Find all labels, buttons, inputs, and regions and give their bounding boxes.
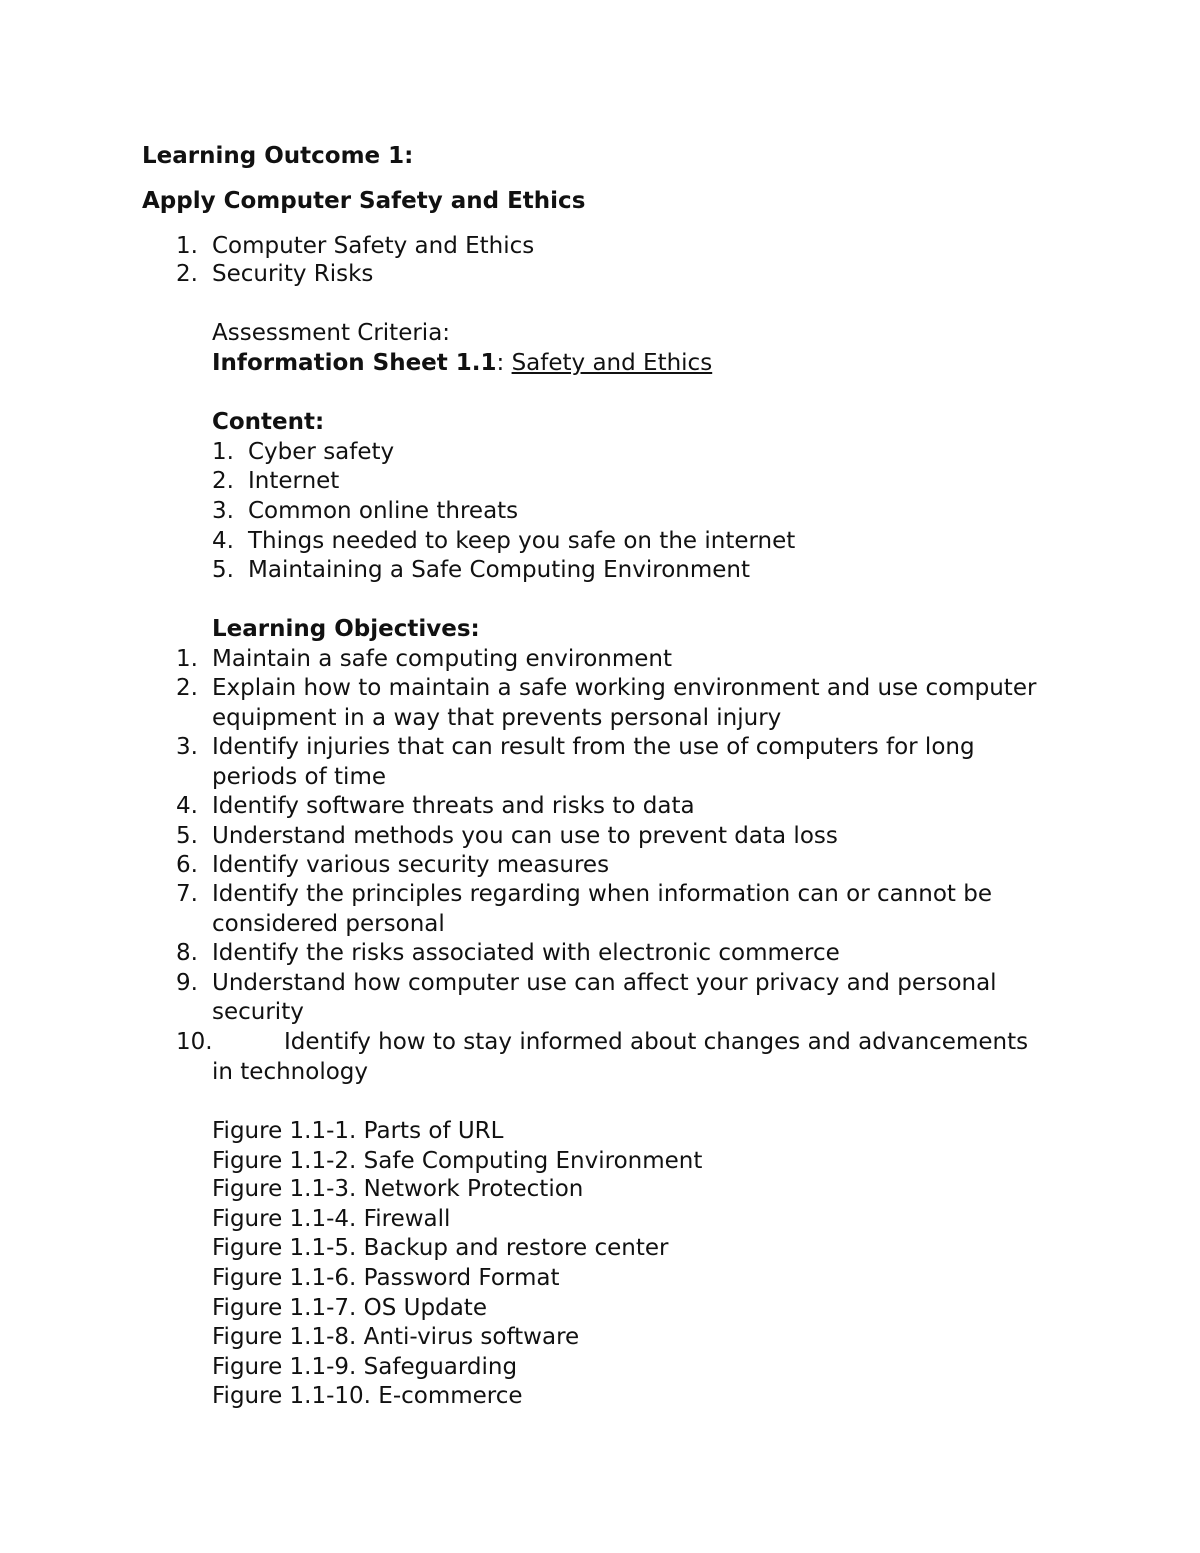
objective-text: Identify the risks associated with electronic commerce (212, 940, 840, 966)
objective-text: Identify various security measures (212, 852, 610, 878)
content-item-text: Internet (248, 468, 340, 494)
objective-text-continued: in technology (212, 1059, 368, 1085)
apply-title-heading: Apply Computer Safety and Ethics (142, 188, 586, 214)
objective-number: 3. (176, 734, 198, 760)
objective-number: 9. (176, 970, 198, 996)
objective-text-continued: periods of time (212, 764, 387, 790)
objective-number: 6. (176, 852, 198, 878)
figure-caption: Figure 1.1-8. Anti-virus software (212, 1324, 580, 1350)
content-item-number: 5. (212, 557, 234, 583)
content-item-text: Things needed to keep you safe on the internet (248, 528, 796, 554)
learning-objectives-heading: Learning Objectives: (212, 616, 480, 642)
figure-caption: Figure 1.1-4. Firewall (212, 1206, 451, 1232)
content-item-text: Maintaining a Safe Computing Environment (248, 557, 750, 583)
objective-number: 4. (176, 793, 198, 819)
outcome-item-number: 2. (176, 261, 198, 287)
objective-number: 1. (176, 646, 198, 672)
objective-text-continued: considered personal (212, 911, 445, 937)
figure-caption: Figure 1.1-1. Parts of URL (212, 1118, 504, 1144)
figure-caption: Figure 1.1-10. E-commerce (212, 1383, 523, 1409)
outcome-item-text: Computer Safety and Ethics (212, 233, 535, 259)
content-item-number: 1. (212, 439, 234, 465)
objective-text: Identify injuries that can result from the use of computers for long (212, 734, 975, 760)
figure-caption: Figure 1.1-6. Password Format (212, 1265, 560, 1291)
learning-outcome-heading: Learning Outcome 1: (142, 143, 414, 169)
figure-caption: Figure 1.1-7. OS Update (212, 1295, 487, 1321)
objective-text: Understand methods you can use to prevent data loss (212, 823, 838, 849)
content-heading: Content: (212, 409, 325, 435)
information-sheet-separator: : (496, 350, 505, 376)
content-item-text: Common online threats (248, 498, 519, 524)
information-sheet-title: Safety and Ethics (511, 350, 713, 376)
objective-number: 2. (176, 675, 198, 701)
objective-text-continued: equipment in a way that prevents personal injury (212, 705, 782, 731)
outcome-item-number: 1. (176, 233, 198, 259)
figure-caption: Figure 1.1-5. Backup and restore center (212, 1235, 669, 1261)
objective-text: Maintain a safe computing environment (212, 646, 673, 672)
objective-text: Identify software threats and risks to data (212, 793, 695, 819)
figure-caption: Figure 1.1-2. Safe Computing Environment (212, 1148, 703, 1174)
figure-caption: Figure 1.1-9. Safeguarding (212, 1354, 518, 1380)
content-item-number: 4. (212, 528, 234, 554)
assessment-criteria-label: Assessment Criteria: (212, 320, 451, 346)
objective-text-continued: security (212, 999, 304, 1025)
objective-number: 7. (176, 881, 198, 907)
information-sheet-line (212, 349, 712, 378)
information-sheet-label: Information Sheet 1.1 (212, 350, 497, 376)
objective-number: 10. (176, 1029, 213, 1055)
objective-number: 8. (176, 940, 198, 966)
content-item-text: Cyber safety (248, 439, 395, 465)
objective-text: Identify the principles regarding when information can or cannot be (212, 881, 993, 907)
objective-number: 5. (176, 823, 198, 849)
content-item-number: 3. (212, 498, 234, 524)
objective-text: Explain how to maintain a safe working environment and use computer (212, 675, 1037, 701)
figure-caption: Figure 1.1-3. Network Protection (212, 1176, 584, 1202)
objective-text: Understand how computer use can affect your privacy and personal (212, 970, 997, 996)
content-item-number: 2. (212, 468, 234, 494)
objective-text: Identify how to stay informed about changes and advancements (284, 1029, 1029, 1055)
outcome-item-text: Security Risks (212, 261, 374, 287)
